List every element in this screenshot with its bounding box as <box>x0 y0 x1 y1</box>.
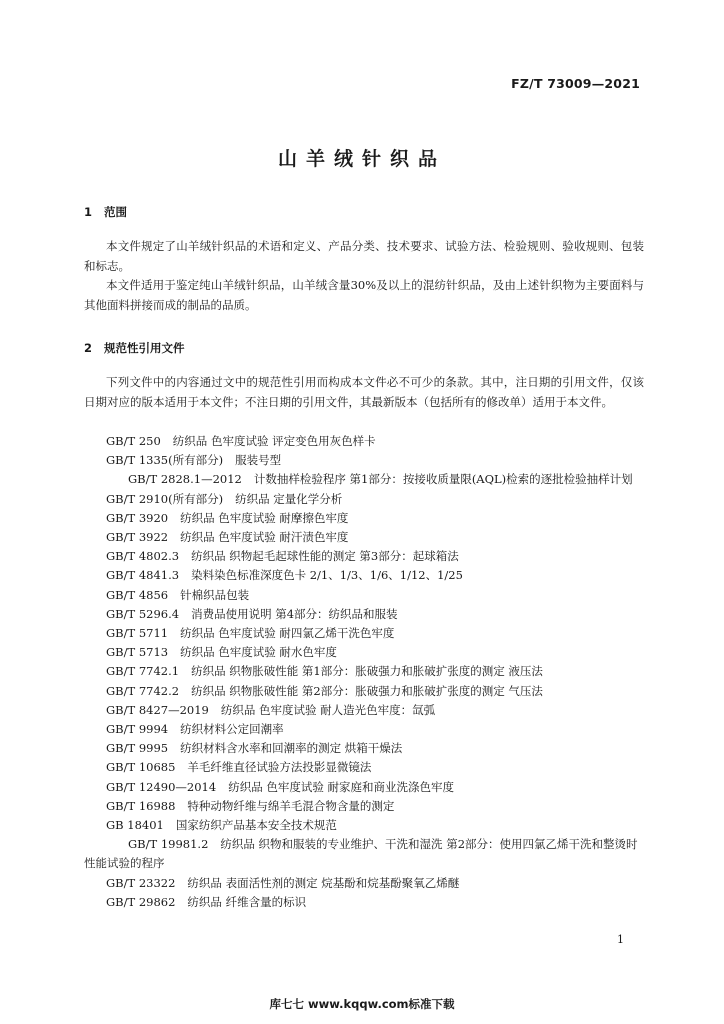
reference-title: 纺织品 色牢度试验 耐水色牢度 <box>180 645 337 660</box>
reference-title: 纺织品 色牢度试验 耐汗渍色牢度 <box>180 530 349 545</box>
reference-item <box>84 643 644 662</box>
section-number: 2 <box>84 341 93 355</box>
reference-item <box>84 605 644 624</box>
reference-code: GB/T 4802.3 <box>106 549 180 564</box>
reference-code: GB/T 9994 <box>106 722 169 737</box>
reference-title: 纺织品 色牢度试验 耐家庭和商业洗涤色牢度 <box>228 779 455 794</box>
reference-title: 消费品使用说明 第4部分：纺织品和服装 <box>191 606 398 621</box>
reference-item <box>84 509 644 528</box>
reference-item <box>84 893 644 912</box>
reference-title: 纺织品 织物胀破性能 第2部分：胀破强力和胀破扩张度的测定 气压法 <box>191 683 543 698</box>
reference-item <box>84 739 644 758</box>
scope-paragraph: 本文件适用于鉴定纯山羊绒针织品，山羊绒含量30%及以上的混纺针织品，及由上述针织物为主要面料与其他面料拼接而成的制品的品质。 <box>84 278 644 312</box>
reference-title: 染料染色标准深度色卡 2/1、1/3、1/6、1/12、1/25 <box>191 568 463 583</box>
reference-code: GB/T 2910(所有部分) <box>106 491 224 506</box>
reference-item <box>84 778 644 797</box>
section-title: 范围 <box>104 205 127 219</box>
scope-paragraph: 本文件规定了山羊绒针织品的术语和定义、产品分类、技术要求、试验方法、检验规则、验收规则、包装和标志。 <box>84 239 644 273</box>
reference-code: GB/T 4841.3 <box>106 568 180 583</box>
reference-item <box>84 528 644 547</box>
document-title: 山羊绒针织品 <box>277 148 446 170</box>
reference-code: GB 18401 <box>106 818 164 833</box>
reference-item <box>84 797 644 816</box>
reference-item <box>84 816 644 835</box>
reference-code: GB/T 10685 <box>106 760 176 775</box>
reference-item <box>84 874 644 893</box>
reference-title: 纺织品 色牢度试验 耐四氯乙烯干洗色牢度 <box>180 626 395 641</box>
reference-title: 纺织品 织物起毛起球性能的测定 第3部分：起球箱法 <box>191 549 459 564</box>
reference-code: GB/T 3920 <box>106 510 169 525</box>
reference-code: GB/T 2828.1—2012 <box>128 472 242 487</box>
reference-item <box>84 758 644 777</box>
reference-title: 纺织品 色牢度试验 评定变色用灰色样卡 <box>172 434 376 448</box>
reference-title: 纺织品 纤维含量的标识 <box>187 894 307 909</box>
section-title: 规范性引用文件 <box>104 341 185 355</box>
reference-item <box>84 662 644 681</box>
reference-item <box>84 586 644 605</box>
reference-title: 纺织品 织物和服装的专业维护、干洗和湿洗 第2部分：使用四氯乙烯干洗和整烫时性能试验的程序 <box>84 837 638 871</box>
reference-item <box>84 470 644 489</box>
reference-item <box>84 566 644 585</box>
reference-code: GB/T 4856 <box>106 587 169 602</box>
reference-item <box>84 547 644 566</box>
reference-list <box>84 432 644 912</box>
reference-title: 针棉织品包装 <box>180 587 250 602</box>
standard-code: FZ/T 73009—2021 <box>511 76 640 91</box>
reference-item <box>84 490 644 509</box>
reference-code: GB/T 5711 <box>106 626 169 641</box>
reference-title: 纺织品 表面活性剂的测定 烷基酚和烷基酚聚氧乙烯醚 <box>187 875 460 890</box>
reference-code: GB/T 16988 <box>106 798 176 813</box>
reference-code: GB/T 19981.2 <box>128 837 209 852</box>
reference-code: GB/T 29862 <box>106 894 176 909</box>
reference-title: 纺织品 色牢度试验 耐摩擦色牢度 <box>180 510 349 525</box>
reference-item <box>84 720 644 739</box>
section-2-heading <box>84 340 185 356</box>
reference-item <box>84 835 644 873</box>
reference-title: 纺织品 定量化学分析 <box>235 491 343 506</box>
section-1-heading <box>84 204 127 220</box>
reference-code: GB/T 5713 <box>106 645 169 660</box>
reference-code: GB/T 9995 <box>106 741 169 756</box>
reference-code: GB/T 250 <box>106 434 161 448</box>
reference-title: 纺织品 织物胀破性能 第1部分：胀破强力和胀破扩张度的测定 液压法 <box>191 664 543 679</box>
reference-item <box>84 701 644 720</box>
section-number: 1 <box>84 205 93 219</box>
reference-title: 纺织材料公定回潮率 <box>180 722 284 737</box>
reference-code: GB/T 12490—2014 <box>106 779 217 794</box>
reference-title: 服装号型 <box>235 453 282 468</box>
normative-references-intro: 下列文件中的内容通过文中的规范性引用而构成本文件必不可少的条款。其中，注日期的引用文件，仅该日期对应的版本适用于本文件；不注日期的引用文件，其最新版本（包括所有的修改单）适用于本文件。 <box>84 375 644 409</box>
reference-code: GB/T 7742.2 <box>106 683 180 698</box>
reference-code: GB/T 23322 <box>106 875 176 890</box>
reference-code: GB/T 8427—2019 <box>106 702 209 717</box>
reference-code: GB/T 3922 <box>106 530 169 545</box>
reference-item <box>84 432 644 451</box>
reference-item <box>84 682 644 701</box>
reference-code: GB/T 7742.1 <box>106 664 180 679</box>
reference-title: 纺织品 色牢度试验 耐人造光色牢度：氙弧 <box>220 702 436 717</box>
reference-item <box>84 624 644 643</box>
reference-item <box>84 451 644 470</box>
reference-title: 特种动物纤维与绵羊毛混合物含量的测定 <box>187 798 395 813</box>
reference-title: 纺织材料含水率和回潮率的测定 烘箱干燥法 <box>180 741 403 756</box>
download-footer: 库七七 www.kqqw.com标准下载 <box>269 997 455 1011</box>
reference-title: 国家纺织产品基本安全技术规范 <box>175 818 337 833</box>
reference-code: GB/T 1335(所有部分) <box>106 453 224 468</box>
reference-title: 计数抽样检验程序 第1部分：按接收质量限(AQL)检索的逐批检验抽样计划 <box>253 472 633 487</box>
reference-title: 羊毛纤维直径试验方法投影显微镜法 <box>187 760 372 775</box>
page-number: 1 <box>617 933 624 946</box>
reference-code: GB/T 5296.4 <box>106 606 180 621</box>
